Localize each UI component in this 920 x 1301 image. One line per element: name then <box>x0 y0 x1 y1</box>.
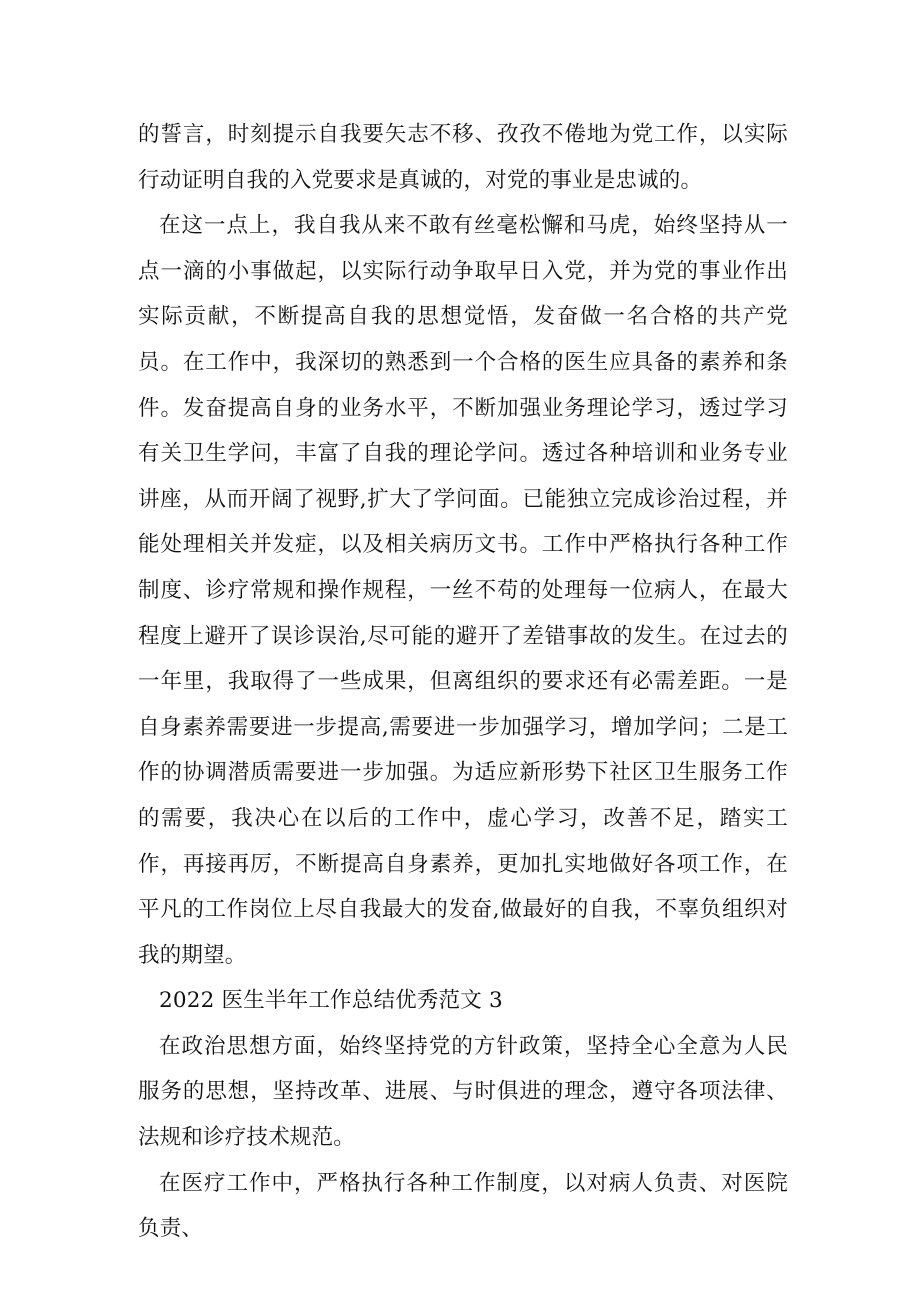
paragraph-medical-work: 在医疗工作中，严格执行各种工作制度，以对病人负责、对医院负责、 <box>138 1170 788 1242</box>
section-heading: 2022 医生半年工作总结优秀范文 3 <box>159 988 503 1014</box>
paragraph-self-improvement: 在这一点上，我自我从来不敢有丝毫松懈和马虎，始终坚持从一点一滴的小事做起，以实际行动争取早日入党，并为党的事业作出实际贡献，不断提高自我的思想觉悟，发奋做一名合格的共产党员。在工作中，我深切的熟悉到一个合格的医生应具备的素养和条件。发奋提高自身的业务水平，不断加强业务理论学习，透过学习有关卫生学问，丰富了自我的理论学问。透过各种培训和业务专业讲座，从而开阔了视野,扩大了学问面。已能独立完成诊治过程，并能处理相关并发症，以及相关病历文书。工作中严格执行各种工作制度、诊疗常规和操作规程，一丝不苟的处理每一位病人，在最大程度上避开了误诊误治,尽可能的避开了差错事故的发生。在过去的一年里，我取得了一些成果，但离组织的要求还有必需差距。一是自身素养需要进一步提高,需要进一步加强学习，增加学问；二是工作的协调潜质需要进一步加强。为适应新形势下社区卫生服务工作的需要，我决心在以后的工作中，虚心学习，改善不足，踏实工作，再接再厉，不断提高自身素养，更加扎实地做好各项工作，在平凡的工作岗位上尽自我最大的发奋,做最好的自我，不辜负组织对我的期望。 <box>138 213 788 968</box>
paragraph-oath-continuation: 的誓言，时刻提示自我要矢志不移、孜孜不倦地为党工作，以实际行动证明自我的入党要求是真诚的，对党的事业是忠诚的。 <box>138 122 788 193</box>
paragraph-political-thought: 在政治思想方面，始终坚持党的方针政策，坚持全心全意为人民服务的思想，坚持改革、进展、与时俱进的理念，遵守各项法律、法规和诊疗技术规范。 <box>138 1033 788 1151</box>
document-page <box>138 112 788 1252</box>
